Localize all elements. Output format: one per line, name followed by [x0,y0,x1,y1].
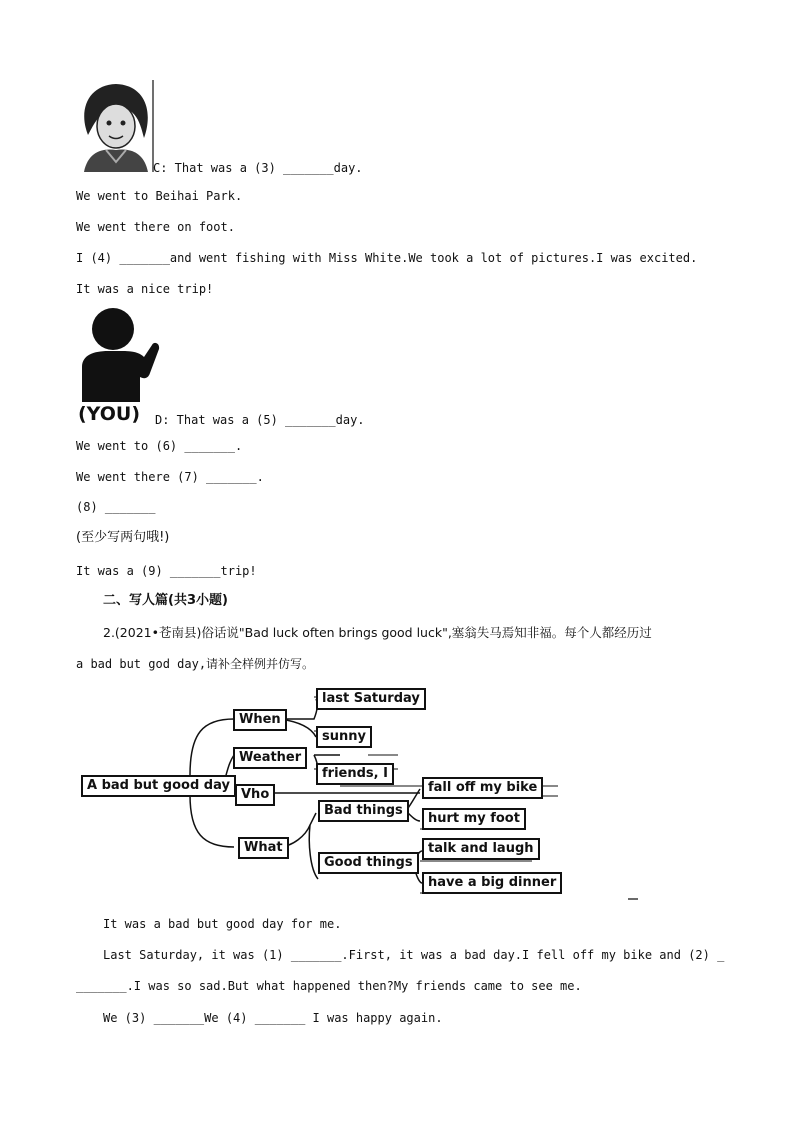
mindmap-center-node: A bad but good day [81,775,236,797]
text-line: I (4) _______and went fishing with Miss White.We took a lot of pictures.I was excited. [76,251,698,265]
passage-line: _______.I was so sad.But what happened then?My friends came to see me. [76,979,582,993]
mindmap-fall-off-node: fall off my bike [422,777,543,799]
girl-illustration [78,80,156,172]
mindmap-sunny-node: sunny [316,726,372,748]
mindmap-when-node: When [233,709,287,731]
mindmap-who-node: Vho [235,784,275,806]
line-c: C: That was a (3) _______day. [153,161,363,175]
text-line: It was a nice trip! [76,282,214,296]
mindmap-friends-node: friends, I [316,763,394,785]
mindmap-what-node: What [238,837,289,859]
question-text: 2.(2021•苍南县)俗话说"Bad luck often brings good luck",塞翁失马焉知非福。每个人都经历过 [103,625,652,640]
person-silhouette-illustration [78,307,162,402]
text-line: We went there on foot. [76,220,235,234]
text-line: (8) _______ [76,500,156,514]
line-d: D: That was a (5) _______day. [155,413,365,427]
passage-line: We (3) _______We (4) _______ I was happy again. [103,1011,443,1025]
mindmap-big-dinner-node: have a big dinner [422,872,562,894]
mindmap-bad-things-node: Bad things [318,800,409,822]
text-line: We went to (6) _______. [76,439,243,453]
text-line: We went there (7) _______. [76,470,264,484]
text-line: (至少写两句哦!) [76,530,170,545]
text-line: We went to Beihai Park. [76,189,243,203]
mind-map [78,683,638,903]
mindmap-last-saturday-node: last Saturday [316,688,426,710]
section-heading: 二、写人篇(共3小题) [103,593,228,608]
mindmap-good-things-node: Good things [318,852,419,874]
passage-line: Last Saturday, it was (1) _______.First, it was a bad day.I fell off my bike and (2) _ [103,948,725,962]
mindmap-hurt-foot-node: hurt my foot [422,808,526,830]
question-text: a bad but god day,请补全样例并仿写。 [76,657,315,671]
passage-line: It was a bad but good day for me. [103,917,342,931]
mindmap-weather-node: Weather [233,747,307,769]
text-line: It was a (9) _______trip! [76,564,257,578]
mindmap-talk-laugh-node: talk and laugh [422,838,540,860]
you-label: (YOU) [78,403,141,425]
